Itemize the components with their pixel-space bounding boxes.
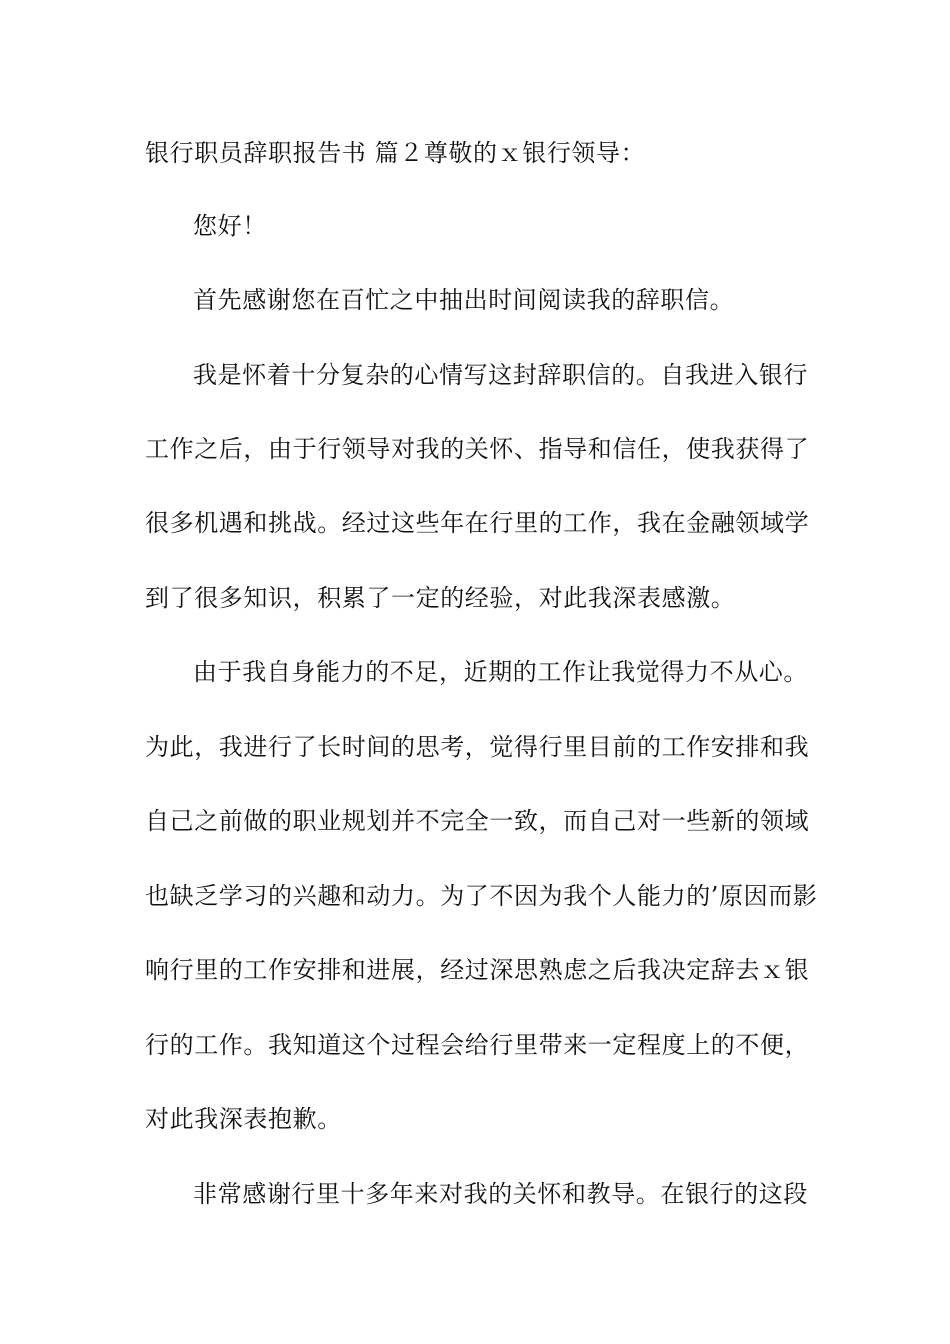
paragraph-line: 我是怀着十分复杂的心情写这封辞职信的。自我进入银行 bbox=[193, 361, 808, 389]
paragraph-line: 首先感谢您在百忙之中抽出时间阅读我的辞职信。 bbox=[193, 286, 735, 314]
paragraph-line: 也缺乏学习的兴趣和动力。为了不因为我个人能力的’原因而影 bbox=[145, 882, 818, 910]
heading-line: 银行职员辞职报告书 篇２尊敬的ｘ银行领导： bbox=[145, 139, 646, 167]
paragraph-line: 行的工作。我知道这个过程会给行里带来一定程度上的不便， bbox=[145, 1031, 810, 1059]
paragraph-line: 工作之后，由于行领导对我的关怀、指导和信任，使我获得了 bbox=[145, 435, 810, 463]
paragraph-line: 对此我深表抱歉。 bbox=[145, 1105, 342, 1133]
paragraph-line: 到了很多知识，积累了一定的经验，对此我深表感激。 bbox=[145, 584, 736, 612]
paragraph-line: 自己之前做的职业规划并不完全一致，而自己对一些新的领域 bbox=[145, 807, 810, 835]
paragraph-line: 非常感谢行里十多年来对我的关怀和教导。在银行的这段 bbox=[193, 1180, 808, 1208]
paragraph-line: 很多机遇和挑战。经过这些年在行里的工作，我在金融领域学 bbox=[145, 509, 810, 537]
paragraph-line: 响行里的工作安排和进展，经过深思熟虑之后我决定辞去ｘ银 bbox=[145, 956, 810, 984]
greeting-line: 您好！ bbox=[193, 212, 267, 240]
paragraph-line: 由于我自身能力的不足，近期的工作让我觉得力不从心。 bbox=[193, 658, 808, 686]
paragraph-line: 为此，我进行了长时间的思考，觉得行里目前的工作安排和我 bbox=[145, 733, 810, 761]
